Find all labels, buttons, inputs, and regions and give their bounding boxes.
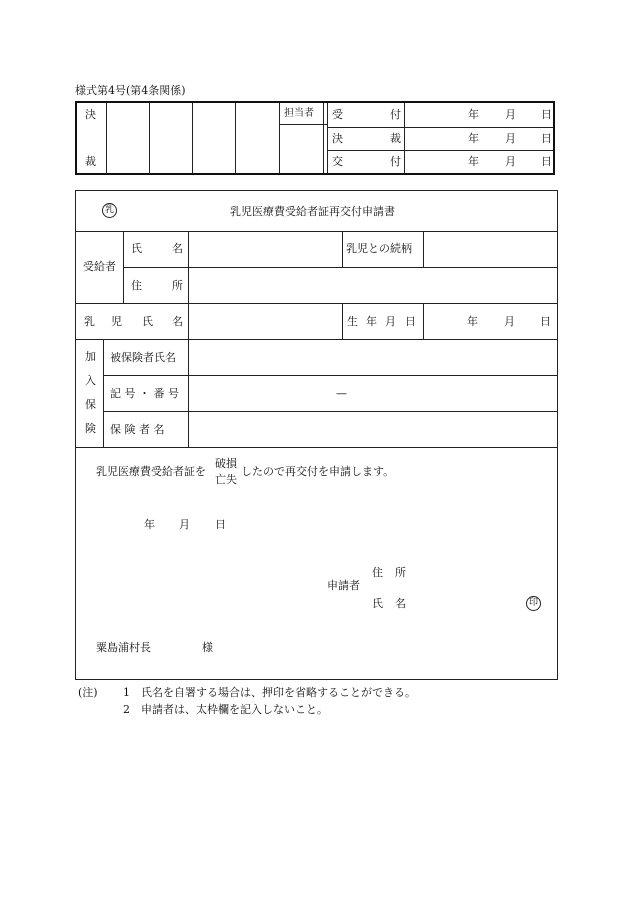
application-form — [75, 190, 558, 680]
relation-label: 乳児との続柄 — [346, 242, 412, 255]
application-date-year: 年 — [144, 518, 155, 531]
name-label-b: 名 — [172, 242, 183, 255]
birth-day: 日 — [540, 315, 551, 328]
approval-row-month: 月 — [505, 108, 516, 121]
approval-row-year: 年 — [468, 108, 479, 121]
birth-year: 年 — [467, 315, 478, 328]
note-text: 氏名を自署する場合は、押印を省略することができる。 — [141, 686, 416, 699]
approval-row-day: 日 — [541, 132, 552, 145]
infant-label-3: 氏 — [142, 315, 153, 328]
birth-label-3: 月 — [385, 315, 396, 328]
insurance-char-2: 入 — [85, 374, 96, 387]
birth-month: 月 — [504, 315, 515, 328]
application-date-day: 日 — [215, 518, 226, 531]
insurance-char-4: 険 — [85, 422, 96, 435]
infant-seal-mark: 乳 — [102, 203, 117, 218]
statement-option-lost[interactable]: 亡失 — [215, 473, 237, 486]
statement-before: 乳児医療費受給者証を — [96, 465, 206, 478]
kessai-bottom-char: 裁 — [85, 155, 96, 168]
applicant-label: 申請者 — [327, 579, 360, 592]
insured-name-label: 被保険者氏名 — [110, 351, 176, 364]
seal-mark: 印 — [526, 596, 541, 611]
infant-name-field[interactable] — [189, 304, 341, 338]
name-label-a: 氏 — [131, 242, 142, 255]
applicant-name-a: 氏 — [372, 597, 383, 610]
recipient-address-field[interactable] — [189, 268, 556, 302]
addressee: 粟島浦村長 — [96, 641, 151, 654]
approval-row-year: 年 — [468, 155, 479, 168]
approval-row-label-b: 裁 — [390, 132, 401, 145]
approval-row-label-b: 付 — [390, 108, 401, 121]
approval-row-month: 月 — [505, 155, 516, 168]
address-label-b: 所 — [172, 279, 183, 292]
approval-row-label-a: 交 — [332, 155, 343, 168]
address-label-a: 住 — [131, 279, 142, 292]
approval-row-label-a: 受 — [332, 108, 343, 121]
birth-label-4: 日 — [405, 315, 416, 328]
applicant-name-b: 名 — [395, 597, 406, 610]
statement-option-damaged[interactable]: 破損 — [215, 457, 237, 470]
approval-row-year: 年 — [468, 132, 479, 145]
relation-field[interactable] — [424, 232, 556, 266]
approval-row-month: 月 — [505, 132, 516, 145]
insurance-char-1: 加 — [85, 350, 96, 363]
recipient-name-field[interactable] — [189, 232, 341, 266]
application-date-month: 月 — [179, 518, 190, 531]
infant-label-2: 児 — [111, 315, 122, 328]
notes-prefix: (注) — [78, 686, 98, 699]
birth-label-1: 生 — [347, 315, 358, 328]
applicant-address-a: 住 — [372, 566, 383, 579]
statement-after: したので再交付を申請します。 — [241, 465, 395, 478]
tantousha-label: 担当者 — [284, 108, 314, 119]
form-title: 乳児医療費受給者証再交付申請書 — [230, 205, 395, 218]
form-number: 様式第4号(第4条関係) — [75, 84, 186, 97]
note-number: 2 — [123, 703, 130, 716]
insurer-label: 保 険 者 名 — [110, 423, 165, 436]
applicant-address-b: 所 — [395, 566, 406, 579]
honorific: 様 — [202, 641, 213, 654]
birth-label-2: 年 — [366, 315, 377, 328]
insurer-field[interactable] — [189, 412, 556, 446]
recipient-label: 受給者 — [83, 260, 116, 273]
note-text: 申請者は、太枠欄を記入しないこと。 — [141, 703, 328, 716]
approval-table — [75, 101, 555, 175]
approval-row-label-b: 付 — [390, 155, 401, 168]
insured-name-field[interactable] — [189, 340, 556, 374]
symbol-dash: — — [336, 387, 347, 400]
infant-label-1: 乳 — [84, 315, 95, 328]
approval-row-day: 日 — [541, 155, 552, 168]
infant-label-4: 名 — [172, 315, 183, 328]
kessai-top-char: 決 — [85, 108, 96, 121]
note-number: 1 — [123, 686, 130, 699]
symbol-number-label: 記 号 ・ 番 号 — [110, 387, 179, 400]
approval-row-day: 日 — [541, 108, 552, 121]
approval-row-label-a: 決 — [332, 132, 343, 145]
insurance-char-3: 保 — [85, 398, 96, 411]
